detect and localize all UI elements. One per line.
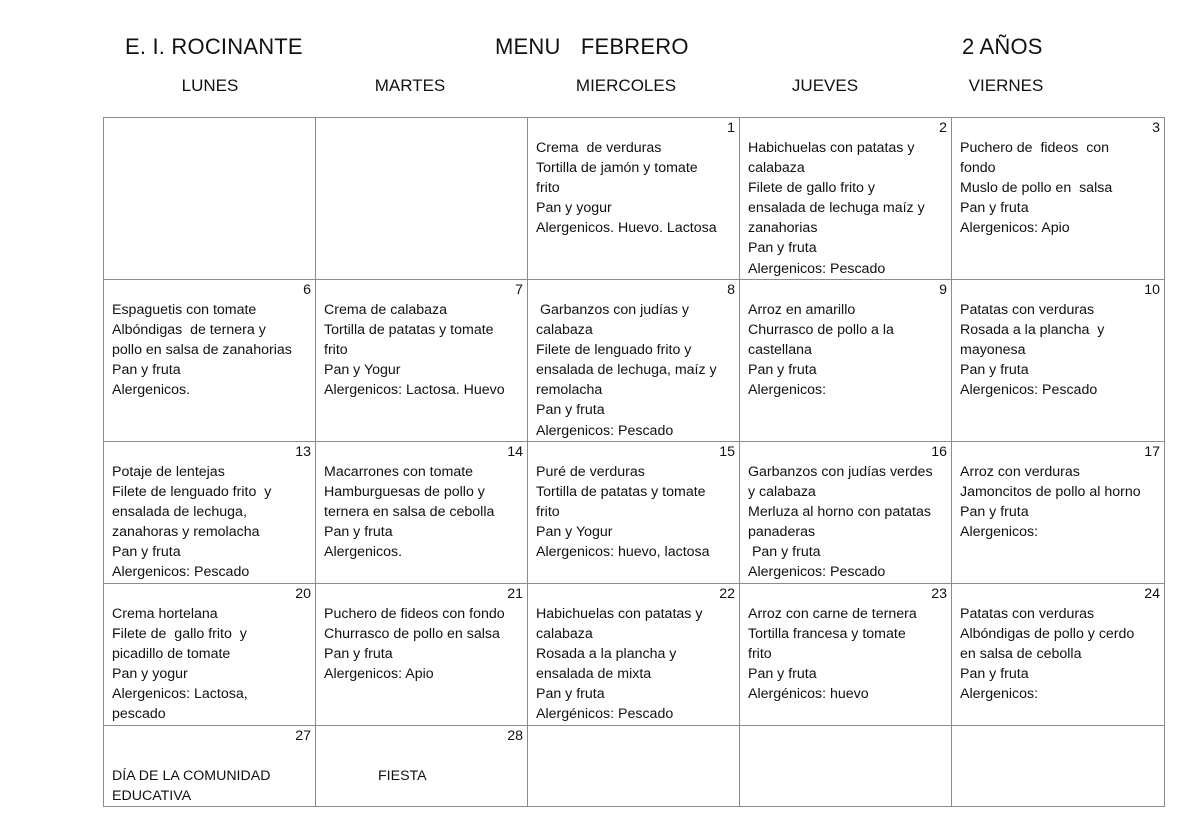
day-cell bbox=[952, 725, 1165, 806]
menu-line: Albóndigas de ternera y bbox=[112, 322, 266, 339]
menu-line: Garbanzos con judías verdes bbox=[748, 463, 933, 480]
menu-line: castellana bbox=[748, 342, 812, 359]
menu-line: Arroz con verduras bbox=[960, 463, 1080, 480]
menu-line: Alergenicos: Pescado bbox=[960, 382, 1098, 399]
day-number: 3 bbox=[1152, 120, 1160, 136]
day-number: 13 bbox=[295, 443, 311, 460]
day-number: 2 bbox=[939, 120, 947, 136]
week-row bbox=[104, 441, 1165, 583]
day-cell bbox=[528, 280, 740, 442]
menu-line: fondo bbox=[960, 160, 996, 177]
menu-line: Alergenicos: Lactosa. Huevo bbox=[324, 382, 505, 399]
day-number: 24 bbox=[1144, 585, 1160, 602]
day-number: 21 bbox=[507, 585, 523, 602]
menu-line: Tortilla de jamón y tomate bbox=[536, 160, 698, 177]
menu-line: mayonesa bbox=[960, 342, 1026, 359]
menu-line: calabaza bbox=[536, 322, 593, 339]
menu-line: Crema de verduras bbox=[536, 140, 662, 156]
day-cell bbox=[104, 725, 316, 806]
menu-line: Alergénicos: huevo bbox=[748, 686, 869, 703]
menu-line: Patatas con verduras bbox=[960, 605, 1095, 622]
menu-line: remolacha bbox=[536, 382, 603, 399]
day-number bbox=[324, 118, 523, 138]
menu-line: ternera en salsa de cebolla bbox=[324, 503, 495, 520]
menu-line: Albóndigas de pollo y cerdo bbox=[960, 625, 1135, 642]
day-cell bbox=[316, 280, 528, 442]
day-header-miercoles: MIERCOLES bbox=[575, 76, 677, 95]
day-cell bbox=[104, 118, 316, 280]
menu-line: frito bbox=[748, 645, 772, 662]
menu-line: Alergenicos: Pescado bbox=[536, 422, 674, 439]
menu-line: Alergénicos: Pescado bbox=[536, 706, 674, 723]
menu-line: Alergenicos. Huevo. Lactosa bbox=[536, 220, 717, 237]
day-number bbox=[960, 726, 1160, 746]
menu-line: Arroz en amarillo bbox=[748, 302, 856, 318]
day-cell bbox=[316, 118, 528, 280]
day-number bbox=[748, 726, 947, 746]
menu-line: Tortilla francesa y tomate bbox=[748, 625, 906, 642]
day-cell bbox=[952, 118, 1165, 280]
menu-line: Hamburguesas de pollo y bbox=[324, 483, 485, 500]
day-number: 23 bbox=[931, 585, 947, 602]
menu-line: Potaje de lentejas bbox=[112, 463, 225, 480]
menu-line: Patatas con verduras bbox=[960, 302, 1095, 318]
menu-calendar bbox=[103, 117, 1165, 807]
day-number: 28 bbox=[507, 727, 523, 744]
day-number: 10 bbox=[1144, 282, 1160, 298]
day-header-martes: MARTES bbox=[374, 76, 446, 95]
day-number: 20 bbox=[295, 585, 311, 602]
menu-line: Alergenicos: Apio bbox=[960, 220, 1070, 237]
menu-line: Pan y Yogur bbox=[536, 523, 613, 540]
day-number bbox=[112, 118, 311, 138]
menu-line: ensalada de lechuga, bbox=[112, 503, 247, 520]
menu-line: Alergenicos: Apio bbox=[324, 665, 434, 682]
menu-line: Espaguetis con tomate bbox=[112, 302, 257, 318]
menu-line: zanahorias bbox=[748, 220, 818, 237]
menu-line: Churrasco de pollo en salsa bbox=[324, 625, 500, 642]
menu-line: Pan y fruta bbox=[536, 402, 605, 419]
day-cell bbox=[528, 118, 740, 280]
menu-line: Tortilla de patatas y tomate bbox=[536, 483, 706, 500]
menu-line: Habichuelas con patatas y bbox=[536, 605, 703, 622]
day-cell bbox=[316, 583, 528, 725]
menu-line: Pan y fruta bbox=[324, 645, 393, 662]
menu-line: calabaza bbox=[536, 625, 593, 642]
menu-line: Alergenicos. bbox=[324, 544, 403, 561]
menu-line: en salsa de cebolla bbox=[960, 645, 1082, 662]
menu-line: y calabaza bbox=[748, 483, 816, 500]
menu-line: picadillo de tomate bbox=[112, 645, 231, 662]
menu-line: Arroz con carne de ternera bbox=[748, 605, 917, 622]
menu-line: Alergenicos: huevo, lactosa bbox=[536, 544, 710, 561]
menu-line: frito bbox=[536, 503, 560, 520]
menu-line: Rosada a la plancha y bbox=[960, 322, 1105, 339]
menu-line: Filete de gallo frito y bbox=[748, 180, 875, 197]
menu-line: ensalada de lechuga maíz y bbox=[748, 200, 925, 217]
week-row bbox=[104, 725, 1165, 806]
menu-line: Churrasco de pollo a la bbox=[748, 322, 894, 339]
day-header-jueves: JUEVES bbox=[791, 76, 859, 95]
day-cell bbox=[740, 118, 952, 280]
day-cell bbox=[740, 725, 952, 806]
day-number: 15 bbox=[719, 443, 735, 460]
menu-line: Pan y yogur bbox=[112, 665, 188, 682]
day-number bbox=[536, 726, 735, 746]
menu-line: Crema de calabaza bbox=[324, 302, 448, 318]
menu-line: Alergenicos: Lactosa, bbox=[112, 686, 248, 703]
menu-line: Pan y Yogur bbox=[324, 362, 401, 379]
menu-line: FIESTA bbox=[378, 767, 427, 784]
menu-title: MENU FEBRERO bbox=[495, 34, 689, 59]
day-number: 22 bbox=[719, 585, 735, 602]
day-cell bbox=[740, 441, 952, 583]
menu-line: Alergenicos: Pescado bbox=[748, 564, 886, 581]
menu-line: panaderas bbox=[748, 523, 816, 540]
menu-line: Alergenicos: bbox=[960, 686, 1039, 703]
day-number: 14 bbox=[507, 443, 523, 460]
menu-line: Macarrones con tomate bbox=[324, 463, 474, 480]
day-cell bbox=[528, 441, 740, 583]
day-number: 27 bbox=[295, 727, 311, 744]
menu-line: ensalada de mixta bbox=[536, 665, 652, 682]
menu-line: Muslo de pollo en salsa bbox=[960, 180, 1113, 197]
menu-line: Puré de verduras bbox=[536, 463, 645, 480]
day-cell bbox=[528, 725, 740, 806]
menu-line: Pan y fruta bbox=[324, 523, 393, 540]
day-number: 17 bbox=[1144, 443, 1160, 460]
menu-line: Alergenicos. bbox=[112, 382, 191, 399]
menu-line: frito bbox=[324, 342, 348, 359]
day-number: 6 bbox=[303, 282, 311, 298]
day-header-viernes: VIERNES bbox=[968, 76, 1044, 95]
day-cell bbox=[740, 583, 952, 725]
menu-line: Puchero de fideos con fondo bbox=[324, 605, 505, 622]
day-cell bbox=[952, 280, 1165, 442]
menu-line: Pan y yogur bbox=[536, 200, 612, 217]
day-number: 7 bbox=[515, 282, 523, 298]
menu-line: Pan y fruta bbox=[960, 665, 1029, 682]
menu-line: Pan y fruta bbox=[960, 503, 1029, 520]
day-cell bbox=[952, 441, 1165, 583]
day-number: 9 bbox=[939, 282, 947, 298]
menu-line: Garbanzos con judías y bbox=[536, 302, 689, 318]
menu-line: EDUCATIVA bbox=[112, 787, 192, 804]
day-cell bbox=[528, 583, 740, 725]
menu-line: Pan y fruta bbox=[748, 240, 817, 257]
menu-line: Pan y fruta bbox=[748, 362, 817, 379]
day-cell bbox=[316, 441, 528, 583]
menu-line: Habichuelas con patatas y bbox=[748, 140, 915, 156]
day-cell bbox=[740, 280, 952, 442]
day-cell bbox=[104, 441, 316, 583]
menu-line: Pan y fruta bbox=[536, 686, 605, 703]
menu-line: pollo en salsa de zanahorias bbox=[112, 342, 292, 359]
day-header-lunes: LUNES bbox=[181, 76, 239, 95]
menu-line: Filete de gallo frito y bbox=[112, 625, 247, 642]
menu-line: pescado bbox=[112, 706, 166, 723]
menu-line: calabaza bbox=[748, 160, 805, 177]
day-cell bbox=[952, 583, 1165, 725]
day-number: 1 bbox=[727, 120, 735, 136]
menu-line: Pan y fruta bbox=[112, 544, 181, 561]
menu-line: Pan y fruta bbox=[748, 544, 821, 561]
menu-line: Pan y fruta bbox=[960, 362, 1029, 379]
day-number: 16 bbox=[931, 443, 947, 460]
menu-line: Merluza al horno con patatas bbox=[748, 503, 931, 520]
menu-line: DÍA DE LA COMUNIDAD bbox=[112, 767, 271, 784]
menu-line: Pan y fruta bbox=[112, 362, 181, 379]
school-name: E. I. ROCINANTE bbox=[125, 34, 303, 59]
menu-line: Alergenicos: bbox=[748, 382, 827, 399]
menu-line: Alergenicos: Pescado bbox=[748, 260, 886, 277]
week-row bbox=[104, 118, 1165, 280]
menu-line: Crema hortelana bbox=[112, 605, 218, 622]
menu-line: Pan y fruta bbox=[748, 665, 817, 682]
day-cell bbox=[316, 725, 528, 806]
menu-line: Jamoncitos de pollo al horno bbox=[960, 483, 1141, 500]
day-number: 8 bbox=[727, 282, 735, 298]
menu-line: Filete de lenguado frito y bbox=[536, 342, 692, 359]
menu-line: Tortilla de patatas y tomate bbox=[324, 322, 494, 339]
menu-line: frito bbox=[536, 180, 560, 197]
week-row bbox=[104, 583, 1165, 725]
menu-line: Puchero de fideos con bbox=[960, 140, 1110, 156]
menu-line: zanahoras y remolacha bbox=[112, 523, 260, 540]
menu-line: ensalada de lechuga, maíz y bbox=[536, 362, 717, 379]
menu-line: Alergenicos: Pescado bbox=[112, 564, 250, 581]
week-row bbox=[104, 280, 1165, 442]
day-cell bbox=[104, 280, 316, 442]
menu-line: Alergenicos: bbox=[960, 523, 1039, 540]
age-group: 2 AÑOS bbox=[962, 34, 1043, 59]
menu-line: Pan y fruta bbox=[960, 200, 1029, 217]
menu-line: Rosada a la plancha y bbox=[536, 645, 677, 662]
day-cell bbox=[104, 583, 316, 725]
menu-line: Filete de lenguado frito y bbox=[112, 483, 272, 500]
